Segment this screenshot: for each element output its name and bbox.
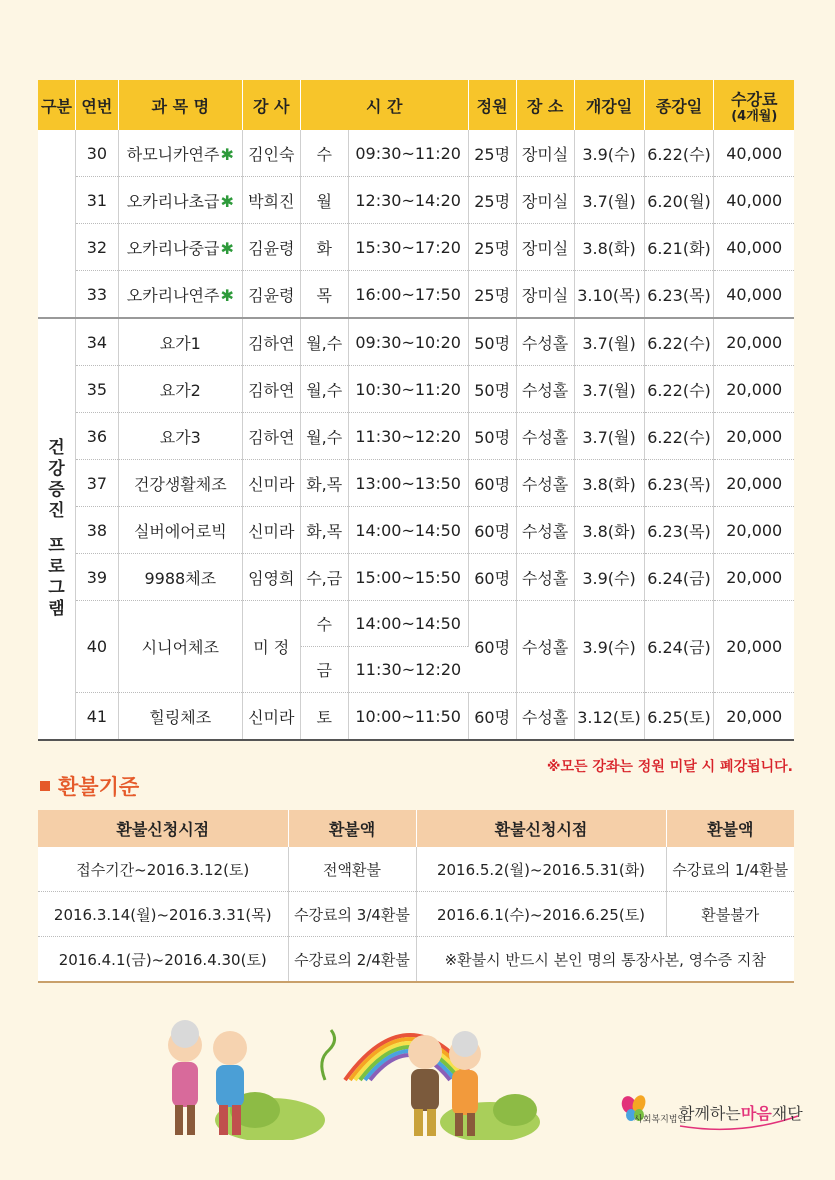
schedule-body — [38, 130, 794, 740]
category-cell-music — [38, 130, 75, 318]
row-number: 40 — [75, 601, 118, 693]
header-number: 연번 — [75, 80, 118, 130]
day: 수,금 — [300, 554, 348, 601]
capacity: 25명 — [468, 271, 516, 319]
logo-subtitle: 사회복지법인 — [634, 1115, 687, 1125]
header-fee — [714, 80, 794, 130]
header-capacity: 정원 — [468, 80, 516, 130]
time: 15:30~17:20 — [348, 224, 468, 271]
elderly-couple-left — [168, 1020, 247, 1135]
start-date: 3.7(월) — [574, 177, 644, 224]
logo-name — [679, 1101, 803, 1124]
refund-cell: 환불불가 — [666, 892, 794, 937]
start-date: 3.9(수) — [574, 554, 644, 601]
category-char: 증 — [48, 480, 65, 500]
end-date: 6.20(월) — [644, 177, 714, 224]
elderly-couple-illustration — [150, 1010, 560, 1140]
green-star-icon: ✱ — [220, 191, 234, 211]
header-fee-sub: (4개월) — [731, 108, 778, 124]
time: 09:30~10:20 — [348, 318, 468, 366]
row-number: 41 — [75, 693, 118, 741]
end-date: 6.22(수) — [644, 413, 714, 460]
row-number: 36 — [75, 413, 118, 460]
day: 수 — [300, 130, 348, 177]
row-number: 37 — [75, 460, 118, 507]
start-date: 3.10(목) — [574, 271, 644, 319]
day: 목 — [300, 271, 348, 319]
time: 10:30~11:20 — [348, 366, 468, 413]
header-course: 과 목 명 — [118, 80, 242, 130]
course-label: 힐링체조 — [149, 707, 212, 727]
course-label: 하모니카연주 — [126, 144, 220, 164]
header-start-date: 개강일 — [574, 80, 644, 130]
day: 화 — [300, 224, 348, 271]
time: 15:00~15:50 — [348, 554, 468, 601]
row-number: 38 — [75, 507, 118, 554]
category-char: 진 — [48, 501, 65, 521]
course-label: 건강생활체조 — [133, 474, 227, 494]
fee: 40,000 — [714, 224, 794, 271]
fee: 40,000 — [714, 177, 794, 224]
table-row — [38, 224, 794, 271]
row-number: 33 — [75, 271, 118, 319]
refund-cell: 수강료의 2/4환불 — [288, 937, 416, 983]
place: 수성홀 — [516, 693, 574, 741]
course-label: 오카리나연주 — [126, 285, 220, 305]
time: 10:00~11:50 — [348, 693, 468, 741]
category-cell-health — [38, 318, 75, 740]
capacity: 60명 — [468, 507, 516, 554]
day: 토 — [300, 693, 348, 741]
course-name — [118, 271, 242, 319]
instructor: 미 정 — [242, 601, 300, 693]
start-date: 3.8(화) — [574, 507, 644, 554]
course-name — [118, 130, 242, 177]
instructor: 임영희 — [242, 554, 300, 601]
refund-title — [40, 771, 139, 801]
day: 월,수 — [300, 413, 348, 460]
course-name — [118, 507, 242, 554]
course-name — [118, 177, 242, 224]
course-name — [118, 601, 242, 693]
time: 09:30~11:20 — [348, 130, 468, 177]
course-label: 오카리나초급 — [126, 191, 220, 211]
refund-header: 환불액 — [666, 810, 794, 847]
course-label: 요가3 — [159, 427, 201, 447]
green-star-icon: ✱ — [220, 238, 234, 258]
start-date: 3.7(월) — [574, 318, 644, 366]
start-date: 3.9(수) — [574, 130, 644, 177]
place: 수성홀 — [516, 318, 574, 366]
table-row — [38, 366, 794, 413]
place: 수성홀 — [516, 366, 574, 413]
course-label: 실버에어로빅 — [133, 521, 227, 541]
header-place: 장 소 — [516, 80, 574, 130]
header-time: 시 간 — [300, 80, 468, 130]
refund-cell: 2016.4.1(금)~2016.4.30(토) — [38, 937, 288, 983]
refund-cell: 수강료의 3/4환불 — [288, 892, 416, 937]
table-row — [38, 460, 794, 507]
course-name — [118, 366, 242, 413]
category-char: 그 — [48, 578, 65, 598]
fee: 20,000 — [714, 601, 794, 693]
row-number: 39 — [75, 554, 118, 601]
fee: 20,000 — [714, 318, 794, 366]
capacity: 60명 — [468, 601, 516, 693]
capacity: 25명 — [468, 177, 516, 224]
header-end-date: 종강일 — [644, 80, 714, 130]
day: 수 — [300, 601, 348, 647]
refund-row — [38, 937, 794, 983]
end-date: 6.24(금) — [644, 601, 714, 693]
category-char: 프 — [48, 536, 65, 556]
table-row — [38, 271, 794, 319]
logo-name-c: 재단 — [771, 1104, 803, 1123]
course-label: 요가2 — [159, 380, 201, 400]
course-name — [118, 413, 242, 460]
row-number: 32 — [75, 224, 118, 271]
time: 11:30~12:20 — [348, 413, 468, 460]
capacity: 50명 — [468, 366, 516, 413]
fee: 20,000 — [714, 554, 794, 601]
place: 장미실 — [516, 271, 574, 319]
refund-cell: 접수기간~2016.3.12(토) — [38, 847, 288, 892]
closure-note: ※모든 강좌는 정원 미달 시 폐강됩니다. — [546, 759, 793, 775]
refund-title-text: 환불기준 — [58, 775, 140, 799]
end-date: 6.23(목) — [644, 271, 714, 319]
instructor: 박희진 — [242, 177, 300, 224]
course-name — [118, 693, 242, 741]
start-date: 3.7(월) — [574, 366, 644, 413]
course-name — [118, 554, 242, 601]
refund-cell: 전액환불 — [288, 847, 416, 892]
table-row — [38, 507, 794, 554]
category-char: 강 — [48, 459, 65, 479]
end-date: 6.22(수) — [644, 366, 714, 413]
table-row — [38, 413, 794, 460]
place: 장미실 — [516, 177, 574, 224]
time: 14:00~14:50 — [348, 601, 468, 647]
square-bullet-icon — [40, 781, 50, 791]
category-char: 로 — [48, 557, 65, 577]
time: 13:00~13:50 — [348, 460, 468, 507]
place: 수성홀 — [516, 460, 574, 507]
day: 월,수 — [300, 366, 348, 413]
capacity: 60명 — [468, 693, 516, 741]
time: 11:30~12:20 — [348, 647, 468, 693]
green-star-icon: ✱ — [220, 144, 234, 164]
day: 월,수 — [300, 318, 348, 366]
start-date: 3.12(토) — [574, 693, 644, 741]
time: 16:00~17:50 — [348, 271, 468, 319]
logo-name-b: 마음 — [740, 1104, 772, 1123]
end-date: 6.25(토) — [644, 693, 714, 741]
row-number: 35 — [75, 366, 118, 413]
refund-header-row — [38, 810, 794, 847]
refund-row — [38, 892, 794, 937]
fee: 40,000 — [714, 130, 794, 177]
category-gap — [38, 522, 75, 536]
end-date: 6.24(금) — [644, 554, 714, 601]
place: 장미실 — [516, 224, 574, 271]
time: 12:30~14:20 — [348, 177, 468, 224]
fee: 40,000 — [714, 271, 794, 319]
instructor: 김하연 — [242, 318, 300, 366]
place: 수성홀 — [516, 601, 574, 693]
start-date: 3.8(화) — [574, 224, 644, 271]
row-number: 34 — [75, 318, 118, 366]
end-date: 6.22(수) — [644, 130, 714, 177]
refund-cell: 2016.5.2(월)~2016.5.31(화) — [416, 847, 666, 892]
instructor: 신미라 — [242, 693, 300, 741]
table-row — [38, 177, 794, 224]
course-name — [118, 460, 242, 507]
header-instructor: 강 사 — [242, 80, 300, 130]
capacity: 60명 — [468, 460, 516, 507]
row-number: 30 — [75, 130, 118, 177]
capacity: 25명 — [468, 224, 516, 271]
place: 수성홀 — [516, 507, 574, 554]
course-label: 요가1 — [159, 333, 201, 353]
end-date: 6.21(화) — [644, 224, 714, 271]
table-row — [38, 318, 794, 366]
end-date: 6.22(수) — [644, 318, 714, 366]
refund-cell: 2016.3.14(월)~2016.3.31(목) — [38, 892, 288, 937]
fee: 20,000 — [714, 460, 794, 507]
instructor: 김윤령 — [242, 271, 300, 319]
start-date: 3.7(월) — [574, 413, 644, 460]
table-row — [38, 601, 794, 647]
fee: 20,000 — [714, 693, 794, 741]
end-date: 6.23(목) — [644, 507, 714, 554]
start-date: 3.9(수) — [574, 601, 644, 693]
place: 수성홀 — [516, 554, 574, 601]
refund-cell: 2016.6.1(수)~2016.6.25(토) — [416, 892, 666, 937]
course-label: 오카리나중급 — [126, 238, 220, 258]
fee: 20,000 — [714, 366, 794, 413]
refund-table — [38, 810, 794, 983]
capacity: 50명 — [468, 318, 516, 366]
start-date: 3.8(화) — [574, 460, 644, 507]
fee: 20,000 — [714, 507, 794, 554]
instructor: 김윤령 — [242, 224, 300, 271]
instructor: 김하연 — [242, 366, 300, 413]
capacity: 60명 — [468, 554, 516, 601]
refund-cell: 수강료의 1/4환불 — [666, 847, 794, 892]
course-name — [118, 318, 242, 366]
refund-row — [38, 847, 794, 892]
course-schedule-table — [38, 80, 794, 741]
refund-header: 환불액 — [288, 810, 416, 847]
fee: 20,000 — [714, 413, 794, 460]
course-label: 시니어체조 — [141, 638, 219, 657]
day: 화,목 — [300, 460, 348, 507]
header-fee-label: 수강료 — [731, 89, 778, 109]
day: 금 — [300, 647, 348, 693]
course-name — [118, 224, 242, 271]
refund-header: 환불신청시점 — [38, 810, 288, 847]
instructor: 신미라 — [242, 507, 300, 554]
refund-notice: ※환불시 반드시 본인 명의 통장사본, 영수증 지참 — [416, 937, 794, 983]
day: 월 — [300, 177, 348, 224]
category-char: 건 — [48, 438, 65, 458]
capacity: 25명 — [468, 130, 516, 177]
place: 장미실 — [516, 130, 574, 177]
day: 화,목 — [300, 507, 348, 554]
instructor: 김인숙 — [242, 130, 300, 177]
end-date: 6.23(목) — [644, 460, 714, 507]
instructor: 김하연 — [242, 413, 300, 460]
green-star-icon: ✱ — [220, 285, 234, 305]
course-label: 9988체조 — [144, 568, 217, 588]
row-number: 31 — [75, 177, 118, 224]
table-header-row — [38, 80, 794, 130]
time: 14:00~14:50 — [348, 507, 468, 554]
refund-header: 환불신청시점 — [416, 810, 666, 847]
header-category: 구분 — [38, 80, 75, 130]
logo-name-a: 함께하는 — [679, 1104, 741, 1123]
instructor: 신미라 — [242, 460, 300, 507]
table-row — [38, 693, 794, 741]
category-char: 램 — [48, 599, 65, 619]
table-row — [38, 554, 794, 601]
table-row — [38, 130, 794, 177]
place: 수성홀 — [516, 413, 574, 460]
capacity: 50명 — [468, 413, 516, 460]
